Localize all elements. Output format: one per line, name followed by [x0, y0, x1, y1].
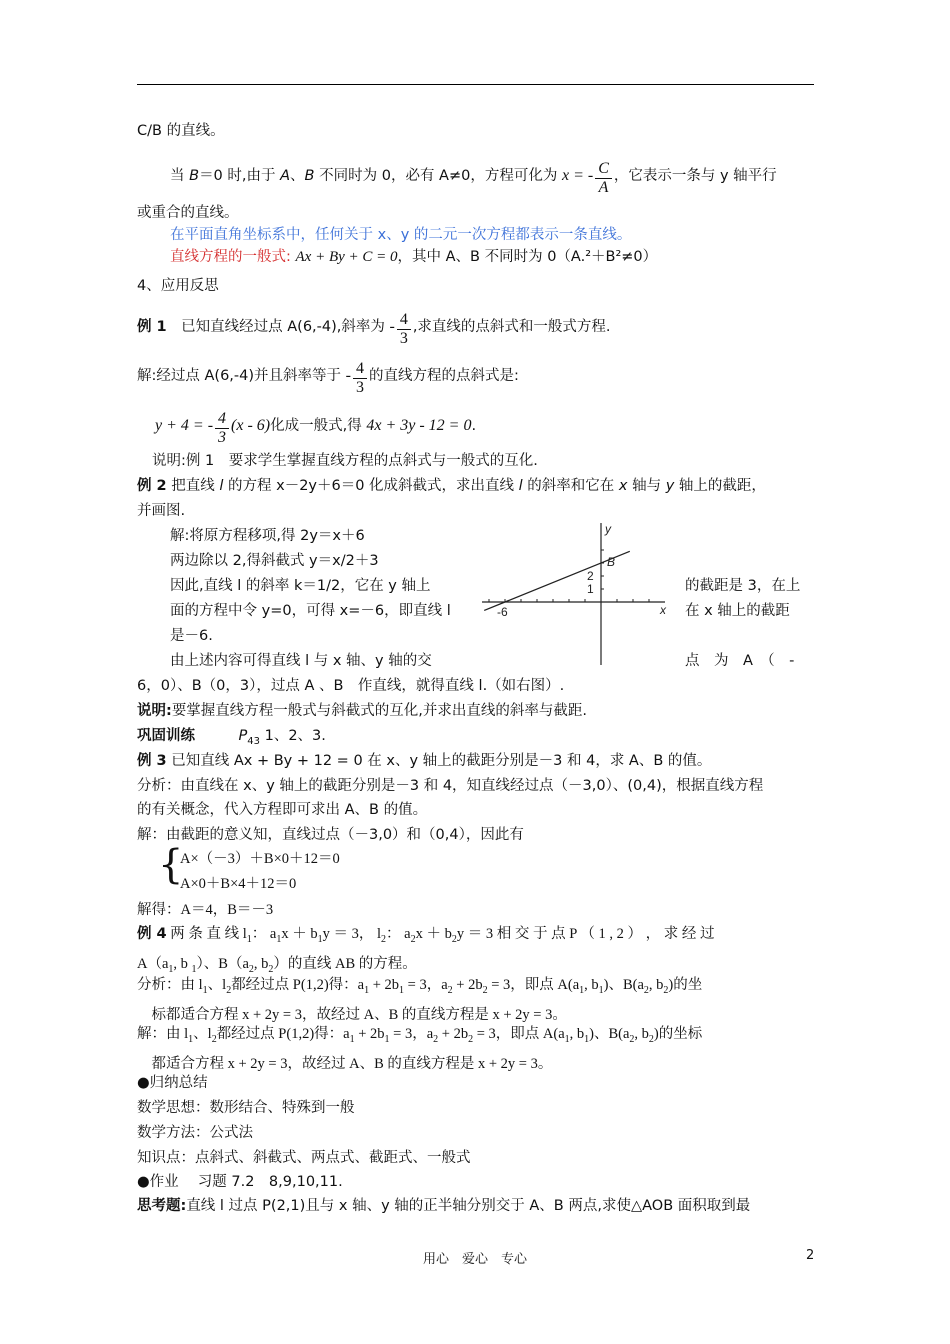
section-heading-4: 4、应用反思 [137, 278, 219, 294]
system-brace: { [158, 842, 184, 888]
formula-x-eq-neg-c-over-a: x = - $\frac{C}{A}$ [562, 167, 614, 184]
summary-heading: ●归纳总结 [137, 1075, 208, 1091]
example-3: 例 3 已知直线 Ax + By + 12 = 0 在 x、y 轴上的截距分别是－3 和 4，求 A、B 的值。 [137, 753, 712, 769]
solution-2-line-7: 6，0）、B（0，3），过点 A 、B 作直线，就得直线 l.（如右图）. [137, 678, 565, 694]
summary-knowledge: 知识点：点斜式、斜截式、两点式、截距式、一般式 [137, 1150, 471, 1166]
analysis-3-line-1: 分析：由直线在 x、y 轴上的截距分别是－3 和 4，知直线经过点（－3,0）、(0,4)，根据直线方程 [137, 778, 764, 794]
paragraph-1: C/B 的直线。 [137, 123, 225, 139]
example-4: 例 4 两 条 直 线 $l_1$： $a_1x + b_1y = 3$， $l_2$： $a_2x + b_2y = 3$ 相 交 于 点 P （ 1 , 2 ） ， 求 经 过 $A(a_1$, b $_1$）、$B(a_2$, $b_2$）的直线 AB 的方程。 [137, 926, 715, 975]
paragraph-3: 或重合的直线。 [137, 205, 239, 221]
tick-label-y-1: 1 [587, 582, 594, 596]
example-2-cont: 并画图. [137, 503, 186, 519]
solution-2-line-2: 两边除以 2,得斜截式 y＝x/2＋3 [170, 553, 379, 569]
homework: ●作业 习题 7.2 8,9,10,11. [137, 1174, 343, 1190]
analysis-4: 分析：由 $l_1$、$l_2$都经过点 P(1,2)得：$a_1 + 2b_1 = 3$，$a_2 + 2b_2 = 3$，即点 $A(a_1$, $b_1$)、$B(a_2$, $b_2$)的坐 标都适合方程 x + 2y = 3，故经过 A、B 的直线方程是 x + 2y = 3。 [137, 977, 703, 1023]
line-graph [470, 515, 680, 670]
solution-2-line-4-right: 在 x 轴上的截距 [685, 603, 790, 619]
x-axis-label: x [660, 603, 666, 617]
solution-4: 解：由 $l_1$、$l_2$都经过点 P(1,2)得：$a_1 + 2b_1 = 3$，$a_2 + 2b_2 = 3$，即点 $A(a_1$, $b_1$)、$B(a_2$, $b_2$)的坐标 都适合方程 x + 2y = 3，故经过 A、B 的直线方程是 x + 2y = 3。 [137, 1026, 703, 1072]
system-equation-2: A×0＋B×4＋12＝0 [180, 876, 297, 892]
solution-3-line-1: 解：由截距的意义知，直线过点（－3,0）和（0,4），因此有 [137, 827, 524, 843]
fraction-four-thirds: $\frac{4}{3}$ [353, 360, 367, 397]
solution-1-line-2: y + 4 = - $\frac{4}{3}$ (x - 6)化成一般式,得 4x + 3y - 12 = 0. [155, 410, 477, 446]
drill-line: 巩固训练 $P_{43}$ 1、2、3. [137, 728, 326, 747]
general-form-line: 直线方程的一般式: Ax + By + C = 0，其中 A、B 不同时为 0（A.²＋B²≠0） [170, 249, 658, 265]
general-form-formula: Ax + By + C = 0 [295, 249, 398, 265]
theorem-statement: 在平面直角坐标系中，任何关于 x、y 的二元一次方程都表示一条直线。 [170, 227, 632, 243]
general-form-result: 4x + 3y - 12 = 0 [366, 417, 472, 434]
system-equation-1: A×（－3）＋B×0＋12＝0 [180, 851, 340, 867]
example-2: 例 2 把直线 l 的方程 x－2y＋6＝0 化成斜截式，求出直线 l 的斜率和它在 x 轴与 y 轴上的截距， [137, 478, 766, 494]
note-1: 说明:例 1 要求学生掌握直线方程的点斜式与一般式的互化. [152, 453, 538, 469]
fraction-four-thirds: $\frac{4}{3}$ [397, 311, 411, 348]
solution-2-line-6: 由上述内容可得直线 l 与 x 轴、y 轴的交 [170, 653, 432, 669]
point-label-b: B [607, 555, 616, 569]
summary-method: 数学方法：公式法 [137, 1125, 253, 1141]
solution-2-line-1: 解:将原方程移项,得 2y＝x＋6 [170, 528, 365, 544]
example-1: 例 1 已知直线经过点 A(6,-4),斜率为 - $\frac{4}{3}$ ,求直线的点斜式和一般式方程. [137, 311, 611, 347]
paragraph-2: 当 B＝0 时,由于 A、B 不同时为 0，必有 A≠0，方程可化为 x = - $\frac{C}{A}$ ，它表示一条与 y 轴平行 [170, 160, 777, 196]
header-rule [137, 84, 814, 85]
solution-2-line-3-right: 的截距是 3，在上 [685, 578, 801, 594]
solution-3-result: 解得：A＝4，B＝－3 [137, 902, 274, 918]
page-number: 2 [806, 1248, 815, 1263]
thinking-question: 思考题:直线 l 过点 P(2,1)且与 x 轴、y 轴的正半轴分别交于 A、B 两点,求使△AOB 面积取到最 [137, 1198, 751, 1214]
solution-2-line-4: 面的方程中令 y=0，可得 x=－6，即直线 l [170, 603, 451, 619]
solution-2-line-5: 是－6. [170, 628, 213, 644]
footer-text: 用心 爱心 专心 [422, 1252, 527, 1267]
tick-label-y-2: 2 [587, 569, 594, 583]
solution-2-line-3: 因此,直线 l 的斜率 k＝1/2，它在 y 轴上 [170, 578, 431, 594]
note-2: 说明:要掌握直线方程一般式与斜截式的互化,并求出直线的斜率与截距. [137, 703, 588, 719]
solution-2-line-6-right: 点 为 A （ - [685, 653, 795, 669]
summary-thought: 数学思想：数形结合、特殊到一般 [137, 1100, 355, 1116]
point-slope-formula: y + 4 = - $\frac{4}{3}$ (x - 6) [155, 410, 271, 446]
analysis-3-line-2: 的有关概念，代入方程即可求出 A、B 的值。 [137, 802, 428, 818]
y-axis-label: y [605, 522, 611, 536]
tick-label-x-neg6: -6 [497, 605, 508, 619]
solution-1-line-1: 解:经过点 A(6,-4)并且斜率等于 - $\frac{4}{3}$ 的直线方程的点斜式是: [137, 360, 519, 396]
